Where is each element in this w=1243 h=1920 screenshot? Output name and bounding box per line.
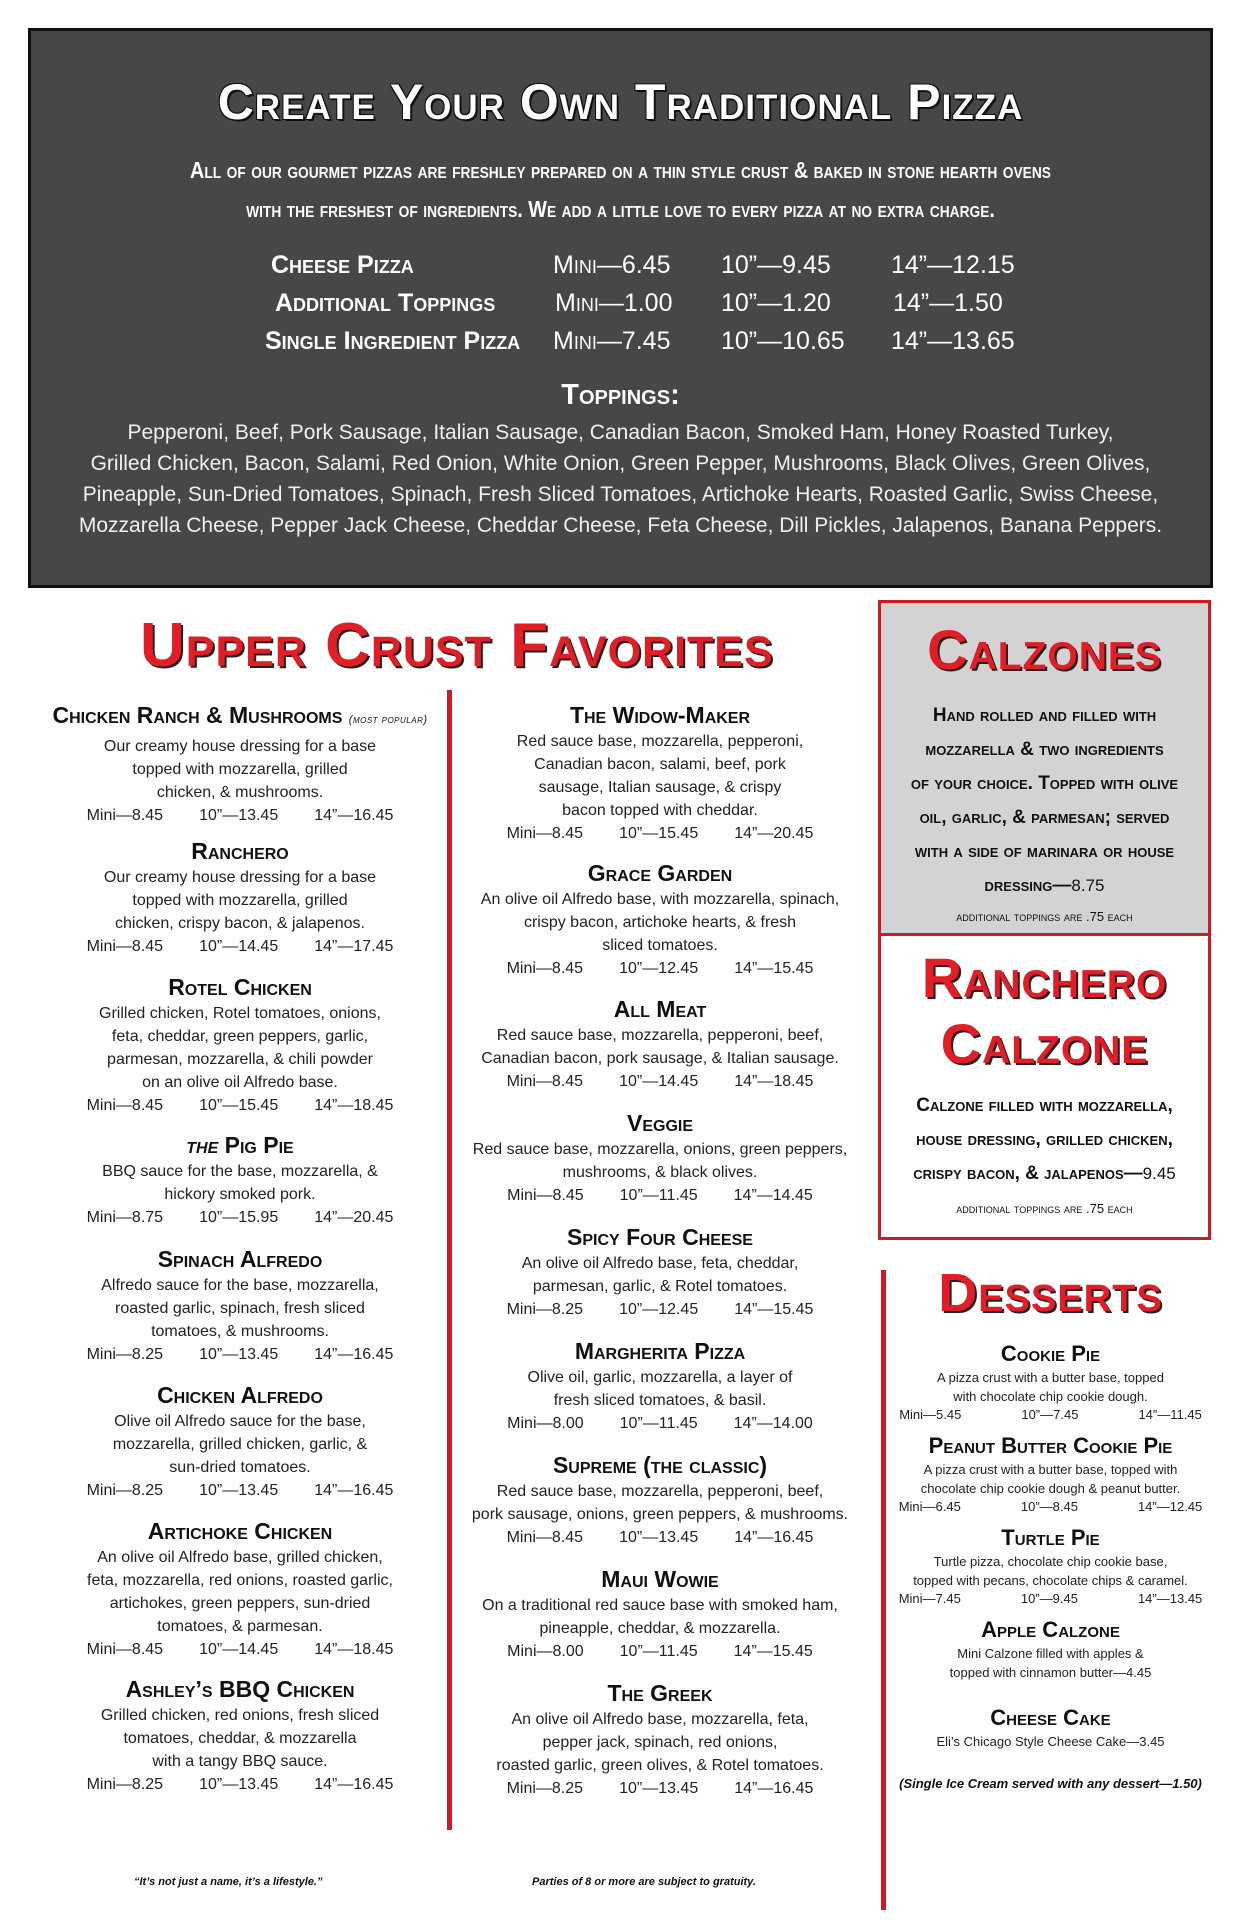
item-prices: Mini—8.45 10”—15.45 14”—20.45 <box>506 825 814 842</box>
dessert-item <box>888 1432 1213 1516</box>
menu-item <box>460 1336 860 1435</box>
item-name: Grace Garden <box>587 860 733 886</box>
price-row-toppings: Additional Toppings Mini—1.00 10”—1.20 14”—1.50 <box>275 289 1003 317</box>
dessert-name: Turtle Pie <box>1001 1525 1100 1550</box>
menu-item <box>460 1564 860 1663</box>
menu-item <box>460 1108 860 1207</box>
item-description: On a traditional red sauce base with smoked ham, pineapple, cheddar, & mozzarella. <box>482 1597 838 1637</box>
create-your-own-section <box>28 28 1213 588</box>
create-your-own-intro: All of our gourmet pizzas are freshley prepared on a thin style crust & baked in stone hearth ovens with the freshest of ingredients. We add a little love to every pizza at no extra charge. <box>190 157 1051 222</box>
menu-item <box>40 1380 440 1502</box>
item-prices: Mini—8.45 10”—14.45 14”—18.45 <box>506 1073 814 1090</box>
item-prices: Mini—8.75 10”—15.95 14”—20.45 <box>86 1209 394 1226</box>
calzones-price: 8.75 <box>1071 876 1105 895</box>
ranchero-calzone-toppings-note: additional toppings are .75 each <box>956 1201 1133 1216</box>
item-description: BBQ sauce for the base, mozzarella, & hickory smoked pork. <box>102 1163 378 1203</box>
calzones-box <box>878 600 1211 1240</box>
toppings-title: Toppings: <box>561 379 680 411</box>
item-description: Red sauce base, mozzarella, pepperoni, beef, Canadian bacon, pork sausage, & Italian sausage. <box>481 1027 839 1067</box>
ice-cream-note: (Single Ice Cream served with any dessert—1.50) <box>899 1776 1202 1791</box>
item-prices: Mini—8.00 10”—11.45 14”—15.45 <box>507 1643 813 1660</box>
dessert-name: Cookie Pie <box>1000 1341 1101 1366</box>
menu-item <box>40 700 440 827</box>
item-name: Artichoke Chicken <box>147 1518 333 1544</box>
dessert-prices: Mini—6.45 10”—8.45 14”—12.45 <box>898 1499 1203 1514</box>
item-description: Olive oil, garlic, mozzarella, a layer of fresh sliced tomatoes, & basil. <box>527 1369 793 1409</box>
dessert-description: A pizza crust with a butter base, topped with chocolate chip cookie dough. <box>937 1370 1164 1404</box>
dessert-name: Apple Calzone <box>981 1617 1120 1642</box>
item-description: Grilled chicken, red onions, fresh sliced tomatoes, cheddar, & mozzarella with a tangy BBQ sauce. <box>100 1707 380 1770</box>
item-name: Rotel Chicken <box>168 974 312 1000</box>
most-popular-note: (most popular) <box>348 714 428 726</box>
menu-item <box>40 1516 440 1661</box>
item-name: Spinach Alfredo <box>157 1246 323 1272</box>
ranchero-calzone-description: Calzone filled with mozzarella, house dressing, grilled chicken, crispy bacon, & jalapenos—9.45 <box>913 1095 1176 1184</box>
item-name: Supreme (the classic) <box>552 1452 768 1478</box>
menu-item <box>40 972 440 1117</box>
dessert-item <box>888 1616 1213 1682</box>
item-description: An olive oil Alfredo base, feta, cheddar, parmesan, garlic, & Rotel tomatoes. <box>521 1255 799 1295</box>
dessert-item <box>888 1340 1213 1424</box>
calzones-description: Hand rolled and filled with mozzarella & two ingredients of your choice. Topped with olive oil, garlic, & parmesan; served with a side of marinara or house dressing—8.75 <box>910 705 1179 896</box>
item-name: The Widow-Maker <box>569 702 751 728</box>
item-name: Ranchero <box>191 838 289 864</box>
item-name: Margherita Pizza <box>574 1338 746 1364</box>
item-prices: Mini—8.25 10”—13.45 14”—16.45 <box>506 1780 814 1797</box>
menu-item <box>460 1678 860 1800</box>
favorites-right-column <box>460 700 860 1810</box>
favorites-title: Upper Crust Favorites <box>140 611 774 680</box>
item-name: All Meat <box>613 996 707 1022</box>
calzones-toppings-note: additional toppings are .75 each <box>956 909 1133 924</box>
item-description: Alfredo sauce for the base, mozzarella, roasted garlic, spinach, fresh sliced tomatoes, & mushrooms. <box>101 1277 379 1340</box>
menu-item <box>40 1130 440 1229</box>
item-prices: Mini—8.25 10”—13.45 14”—16.45 <box>86 1482 394 1499</box>
ranchero-calzone-title: Ranchero Calzone <box>921 946 1168 1075</box>
item-name: The Greek <box>607 1680 713 1706</box>
item-description: Red sauce base, mozzarella, pepperoni, Canadian bacon, salami, beef, pork sausage, Italian sausage, & crispy bacon topped with cheddar. <box>516 733 804 819</box>
dessert-item <box>888 1524 1213 1608</box>
gratuity-note: Parties of 8 or more are subject to gratuity. <box>532 1876 756 1888</box>
item-prices: Mini—8.45 10”—14.45 14”—18.45 <box>86 1641 394 1658</box>
favorites-left-column <box>40 700 440 1810</box>
dessert-name: Cheese Cake <box>990 1705 1111 1730</box>
menu-item <box>460 858 860 980</box>
item-description: Our creamy house dressing for a base topped with mozzarella, grilled chicken, crispy bacon, & jalapenos. <box>103 869 377 932</box>
item-prices: Mini—8.45 10”—13.45 14”—16.45 <box>86 807 394 824</box>
item-prices: Mini—8.45 10”—13.45 14”—16.45 <box>506 1529 814 1546</box>
item-description: An olive oil Alfredo base, with mozzarella, spinach, crispy bacon, artichoke hearts, & fresh sliced tomatoes. <box>480 891 840 954</box>
item-description: Our creamy house dressing for a base topped with mozzarella, grilled chicken, & mushrooms. <box>103 738 377 801</box>
menu-item <box>40 1674 440 1796</box>
dessert-item <box>888 1704 1213 1751</box>
dessert-description: Mini Calzone filled with apples & topped with cinnamon butter—4.45 <box>949 1646 1152 1680</box>
item-name: Pig Pie <box>224 1132 294 1158</box>
menu-item <box>40 836 440 958</box>
item-prices: Mini—8.45 10”—15.45 14”—18.45 <box>86 1097 394 1114</box>
dessert-description: Turtle pizza, chocolate chip cookie base, topped with pecans, chocolate chips & caramel. <box>913 1554 1188 1588</box>
toppings-list: Pepperoni, Beef, Pork Sausage, Italian Sausage, Canadian Bacon, Smoked Ham, Honey Roasted Turkey, Grilled Chicken, Bacon, Salami, Red Onion, White Onion, Green Pepper, Mushrooms, Black Olives, Green Olives, Pineapple, Sun-Dried Tomatoes, Spinach, Fresh Sliced Tomatoes, Artichoke Hearts, Roasted Garlic, Swiss Cheese, Mozzarella Cheese, Pepper Jack Cheese, Cheddar Cheese, Feta Cheese, Dill Pickles, Jalapenos, Banana Peppers. <box>78 421 1163 537</box>
slogan: “It’s not just a name, it’s a lifestyle.” <box>134 1876 323 1888</box>
menu-item <box>40 1244 440 1366</box>
item-name: Maui Wowie <box>601 1566 719 1592</box>
create-your-own-title: Create Your Own Traditional Pizza <box>217 74 1024 130</box>
dessert-prices: Mini—5.45 10”—7.45 14”—11.45 <box>899 1407 1202 1422</box>
item-name: Chicken Alfredo <box>157 1382 323 1408</box>
item-name: Ashley’s BBQ Chicken <box>125 1676 355 1702</box>
ranchero-calzone-price: 9.45 <box>1142 1164 1176 1183</box>
dessert-name: Peanut Butter Cookie Pie <box>928 1433 1173 1458</box>
item-prices: Mini—8.00 10”—11.45 14”—14.00 <box>507 1415 813 1432</box>
item-prices: Mini—8.45 10”—11.45 14”—14.45 <box>507 1187 813 1204</box>
item-name-prefix: the <box>186 1132 219 1158</box>
item-description: Red sauce base, mozzarella, onions, green peppers, mushrooms, & black olives. <box>472 1141 848 1181</box>
item-description: An olive oil Alfredo base, grilled chicken, feta, mozzarella, red onions, roasted garlic, artichokes, green peppers, sun-dried tomatoes, & parmesan. <box>87 1549 393 1635</box>
item-prices: Mini—8.25 10”—13.45 14”—16.45 <box>86 1346 394 1363</box>
menu-item <box>460 1450 860 1549</box>
desserts-divider <box>881 1270 886 1910</box>
price-row-single: Single Ingredient Pizza Mini—7.45 10”—10.65 14”—13.65 <box>265 327 1015 355</box>
calzones-title: Calzones <box>927 618 1162 681</box>
item-prices: Mini—8.25 10”—12.45 14”—15.45 <box>506 1301 814 1318</box>
menu-item <box>460 994 860 1093</box>
item-name: Chicken Ranch & Mushrooms <box>52 702 343 728</box>
dessert-prices: Mini—7.45 10”—9.45 14”—13.45 <box>898 1591 1203 1606</box>
calzones-section <box>881 603 1208 936</box>
menu-item <box>460 1222 860 1321</box>
item-name: Spicy Four Cheese <box>567 1224 753 1250</box>
item-prices: Mini—8.45 10”—14.45 14”—17.45 <box>86 938 394 955</box>
dessert-description: Eli’s Chicago Style Cheese Cake—3.45 <box>936 1734 1165 1749</box>
menu-item <box>460 700 860 845</box>
item-name: Veggie <box>626 1110 694 1136</box>
item-description: Grilled chicken, Rotel tomatoes, onions, feta, cheddar, green peppers, garlic, parmesan, mozzarella, & chili powder on an olive oil Alfredo base. <box>99 1005 381 1091</box>
desserts-title: Desserts <box>938 1263 1163 1323</box>
favorites-divider <box>447 690 452 1830</box>
item-description: Olive oil Alfredo sauce for the base, mozzarella, grilled chicken, garlic, & sun-dried tomatoes. <box>112 1413 368 1476</box>
item-description: An olive oil Alfredo base, mozzarella, feta, pepper jack, spinach, red onions, roasted garlic, green olives, & Rotel tomatoes. <box>496 1711 824 1774</box>
price-row-cheese: Cheese Pizza Mini—6.45 10”—9.45 14”—12.15 <box>271 251 1015 279</box>
item-description: Red sauce base, mozzarella, pepperoni, beef, pork sausage, onions, green peppers, & mushrooms. <box>471 1483 849 1523</box>
dessert-description: A pizza crust with a butter base, topped with chocolate chip cookie dough & peanut butter. <box>920 1462 1181 1496</box>
item-prices: Mini—8.45 10”—12.45 14”—15.45 <box>506 960 814 977</box>
item-prices: Mini—8.25 10”—13.45 14”—16.45 <box>86 1776 394 1793</box>
